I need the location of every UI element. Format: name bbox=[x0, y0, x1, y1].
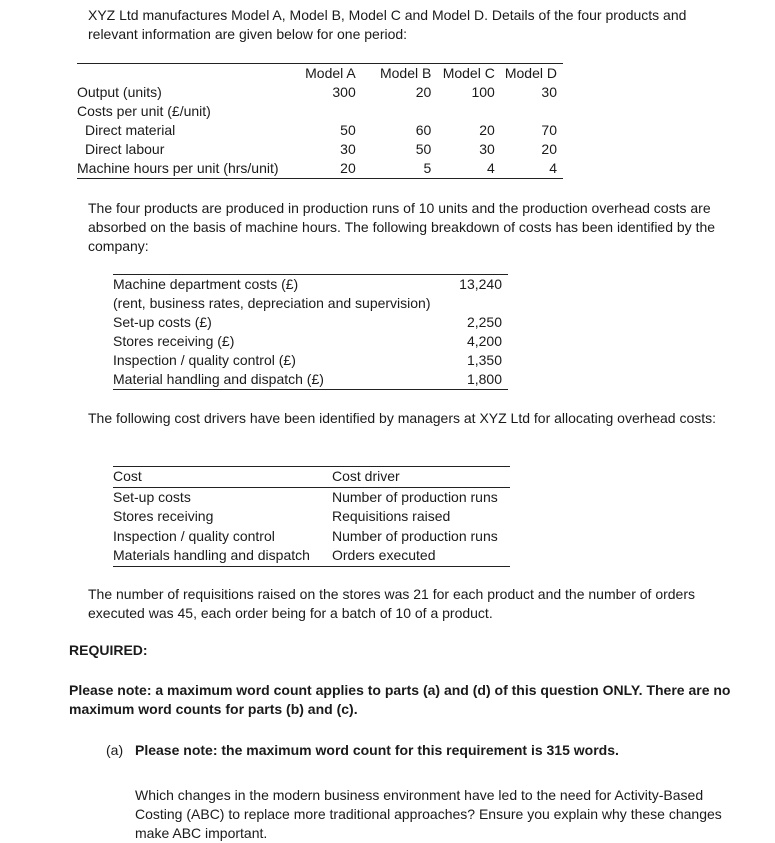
table-row bbox=[113, 275, 508, 295]
table-row bbox=[77, 140, 563, 159]
intro-paragraph: XYZ Ltd manufactures Model A, Model B, Model C and Model D. Details of the four products and relevant information are given below for one period: bbox=[88, 7, 687, 42]
table-row bbox=[113, 294, 508, 313]
cell: 100 bbox=[471, 84, 495, 100]
cell: 70 bbox=[541, 122, 557, 138]
row-label: Machine hours per unit (hrs/unit) bbox=[77, 160, 279, 176]
cell: 1,350 bbox=[466, 352, 502, 368]
cell: 1,800 bbox=[466, 371, 502, 387]
cell bbox=[436, 102, 505, 121]
cell bbox=[370, 102, 437, 121]
table-row bbox=[113, 527, 510, 547]
cell: 30 bbox=[479, 141, 495, 157]
row-label: Output (units) bbox=[77, 84, 162, 100]
row-label: (rent, business rates, depreciation and supervision) bbox=[113, 295, 431, 311]
row-label: Set-up costs (£) bbox=[113, 314, 212, 330]
cell: Set-up costs bbox=[113, 488, 191, 505]
cost-drivers-table bbox=[113, 466, 510, 567]
product-details-table bbox=[77, 63, 563, 179]
cell: Number of production runs bbox=[332, 527, 498, 544]
part-a-question: Which changes in the modern business environment have led to the need for Activity-Based Costing (ABC) to replace more traditional approaches? Ensure you explain why these changes make ABC important. bbox=[135, 787, 722, 841]
header-cost-driver: Cost driver bbox=[332, 467, 510, 488]
row-label: Direct material bbox=[85, 122, 176, 138]
cost-breakdown-table bbox=[113, 274, 508, 390]
table-header-row bbox=[77, 64, 563, 84]
row-label: Machine department costs (£) bbox=[113, 276, 299, 292]
cell bbox=[297, 102, 370, 121]
table-row bbox=[77, 83, 563, 102]
table-row bbox=[113, 313, 508, 332]
header-cost: Cost bbox=[113, 467, 332, 488]
header-blank bbox=[77, 64, 297, 84]
part-a-note: Please note: the maximum word count for this requirement is 315 words. bbox=[135, 742, 619, 758]
overhead-paragraph: The four products are produced in production runs of 10 units and the production overhead costs are absorbed on the basis of machine hours. The following breakdown of costs has been identified by the company: bbox=[88, 200, 716, 254]
table-row bbox=[113, 332, 508, 351]
header-model-d: Model D bbox=[504, 65, 557, 81]
cell: 5 bbox=[423, 160, 432, 176]
cell: 20 bbox=[479, 122, 495, 138]
cell: 30 bbox=[541, 84, 557, 100]
cell: Stores receiving bbox=[113, 508, 214, 525]
cell: 30 bbox=[340, 141, 356, 157]
header-model-b: Model B bbox=[379, 65, 432, 81]
cell: 4,200 bbox=[466, 333, 502, 349]
row-label: Costs per unit (£/unit) bbox=[77, 103, 211, 119]
part-a-label: (a) bbox=[106, 742, 124, 758]
cell: 20 bbox=[541, 141, 557, 157]
table-row bbox=[113, 507, 510, 527]
table-row bbox=[77, 121, 563, 140]
cell: 300 bbox=[332, 84, 356, 100]
cell: Inspection / quality control bbox=[113, 527, 275, 544]
cell: 50 bbox=[415, 141, 432, 157]
table-row bbox=[77, 102, 563, 121]
cell: Requisitions raised bbox=[332, 508, 451, 525]
table-row bbox=[113, 351, 508, 370]
cell bbox=[505, 102, 563, 121]
requisitions-paragraph: The number of requisitions raised on the stores was 21 for each product and the number of orders executed was 45, each order being for a batch of 10 of a product. bbox=[88, 586, 696, 621]
cell: 13,240 bbox=[459, 276, 502, 292]
cell: Orders executed bbox=[332, 546, 510, 566]
cell: 20 bbox=[340, 160, 356, 176]
table-header-row bbox=[113, 467, 510, 488]
header-model-c: Model C bbox=[442, 65, 495, 81]
cell: 20 bbox=[415, 84, 432, 100]
required-heading: REQUIRED: bbox=[69, 642, 148, 658]
cell: Number of production runs bbox=[332, 488, 498, 505]
word-count-note: Please note: a maximum word count applies to parts (a) and (d) of this question ONLY. There are no maximum word counts for parts (b) and (c). bbox=[69, 682, 731, 717]
cell bbox=[432, 294, 508, 313]
part-a-heading bbox=[106, 741, 746, 760]
header-model-a: Model A bbox=[305, 65, 356, 81]
cell: 4 bbox=[487, 160, 495, 176]
table-row bbox=[113, 487, 510, 507]
cell: 50 bbox=[340, 122, 356, 138]
table-row bbox=[77, 159, 563, 179]
table-row bbox=[113, 370, 508, 390]
table-row bbox=[113, 546, 510, 566]
cost-drivers-paragraph: The following cost drivers have been identified by managers at XYZ Ltd for allocating overhead costs: bbox=[88, 410, 717, 426]
row-label: Stores receiving (£) bbox=[113, 333, 235, 349]
cell: 2,250 bbox=[466, 314, 502, 330]
cell: Materials handling and dispatch bbox=[113, 546, 332, 566]
row-label: Inspection / quality control (£) bbox=[113, 352, 296, 368]
row-label: Material handling and dispatch (£) bbox=[113, 371, 324, 387]
cell: 60 bbox=[415, 122, 432, 138]
cell: 4 bbox=[549, 160, 557, 176]
row-label: Direct labour bbox=[85, 141, 165, 157]
